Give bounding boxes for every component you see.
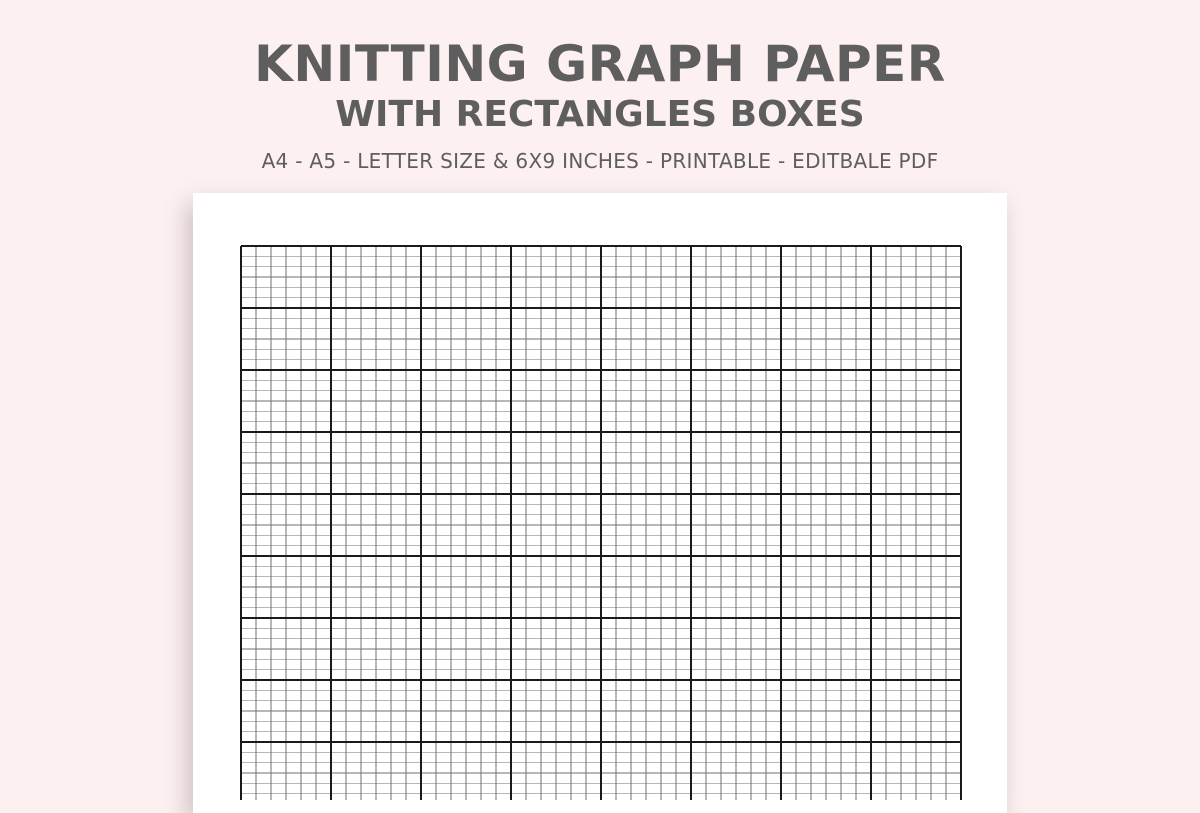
format-list: A4 - A5 - LETTER SIZE & 6X9 INCHES - PRINTABLE - EDITBALE PDF [261, 149, 939, 173]
page-title: KNITTING GRAPH PAPER [254, 35, 946, 93]
knitting-graph-grid [240, 245, 962, 800]
page-subtitle: WITH RECTANGLES BOXES [335, 94, 865, 135]
